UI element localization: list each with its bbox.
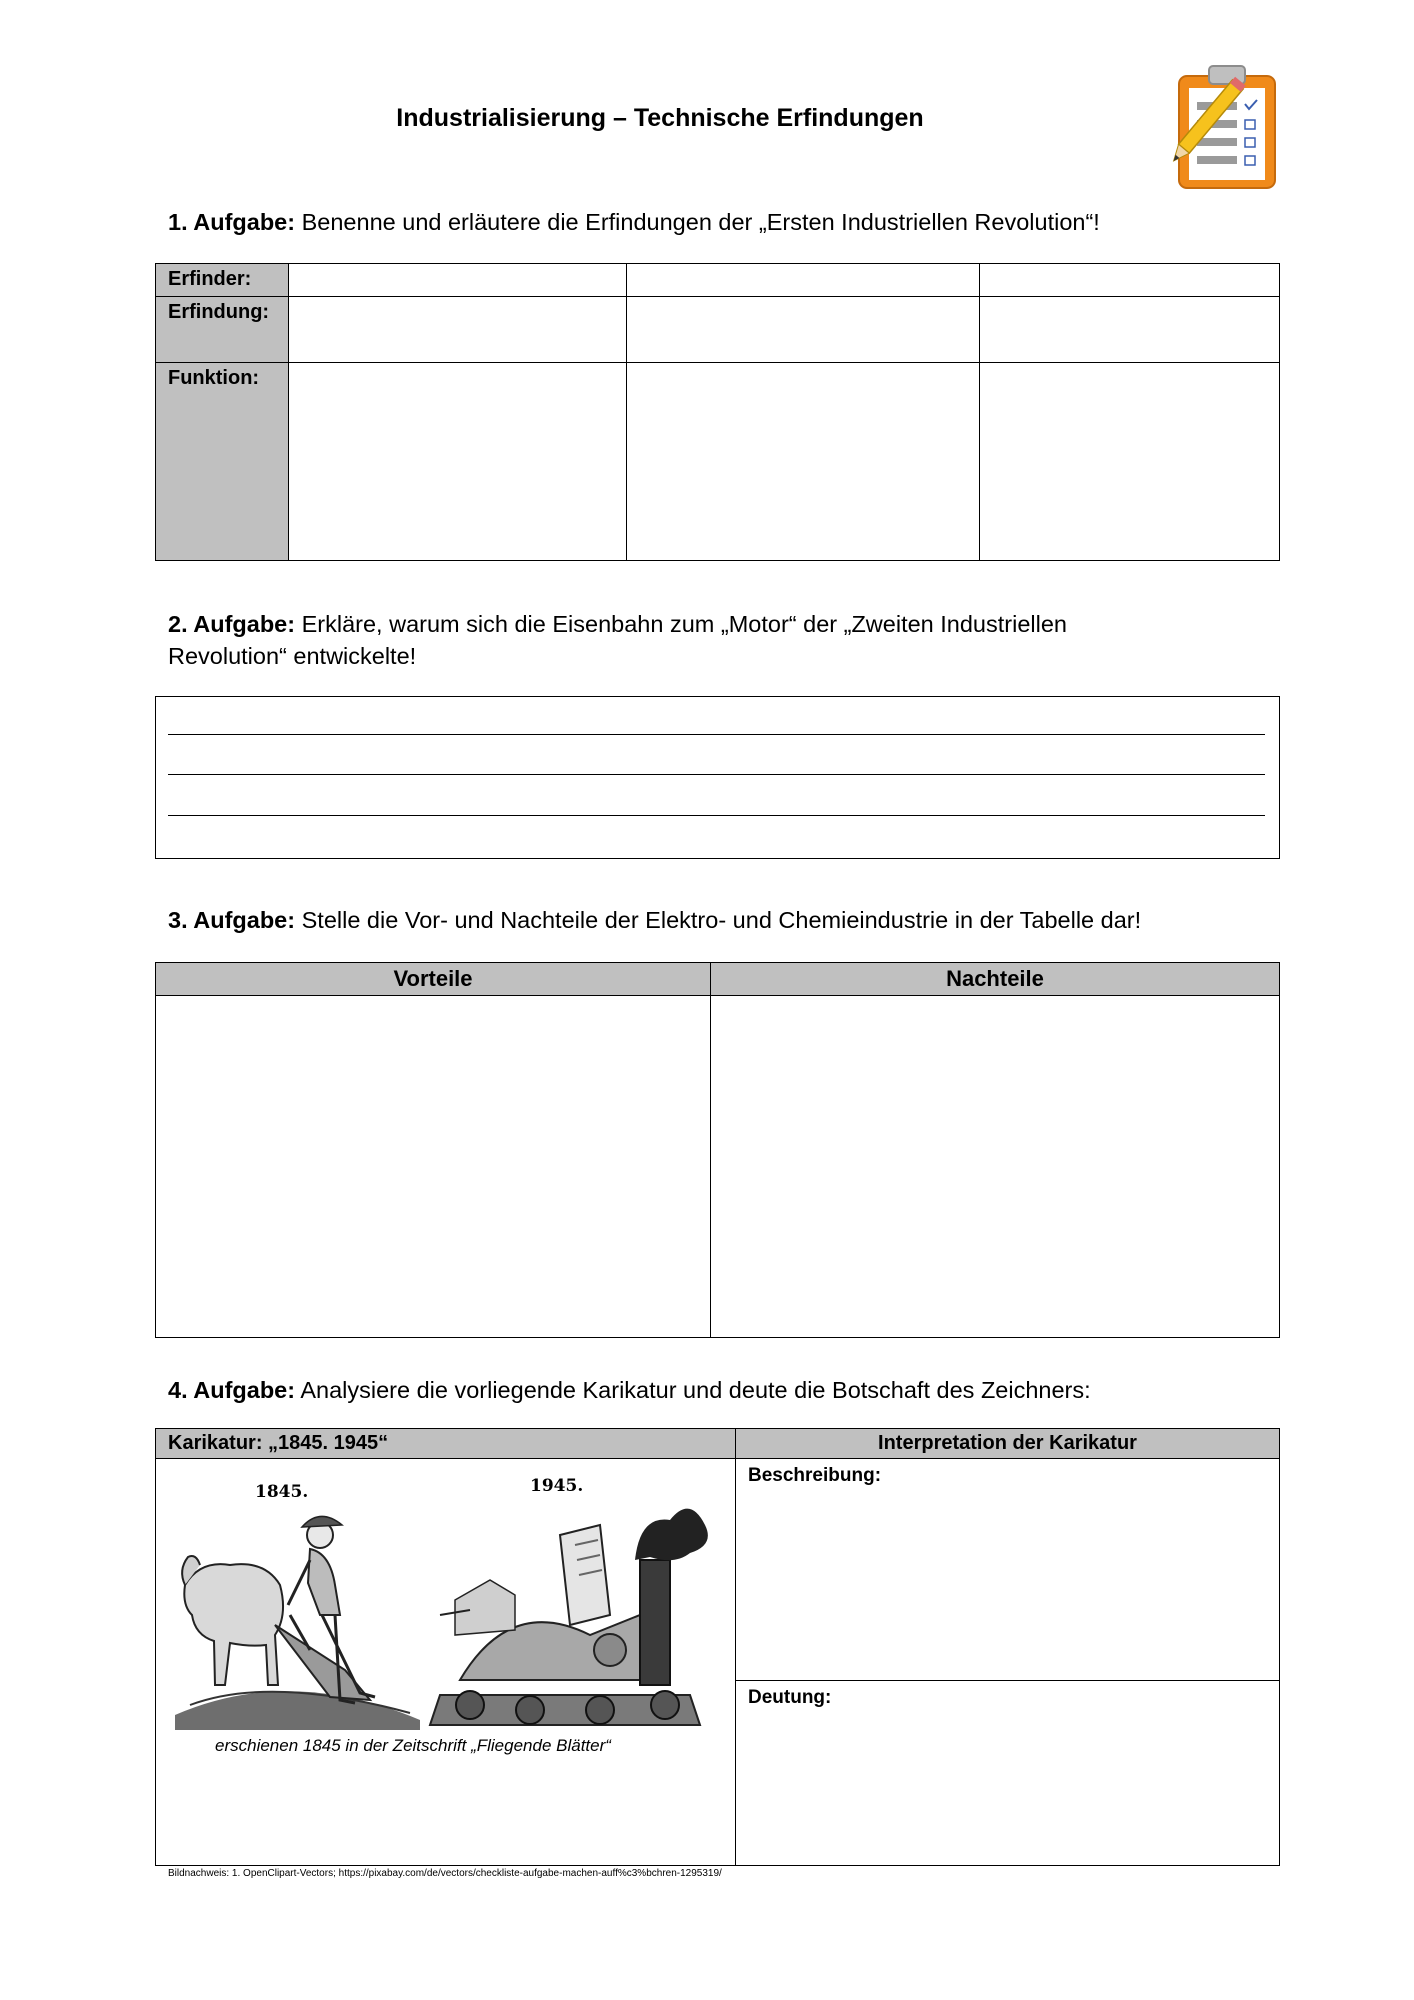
- advantages-cell[interactable]: [156, 996, 711, 1338]
- task-4-heading: [168, 1374, 1288, 1406]
- row-label-function: Funktion:: [156, 363, 289, 561]
- task-2-heading: [168, 608, 1128, 672]
- invention-cell-1[interactable]: [289, 297, 627, 363]
- task-3-prefix: 3. Aufgabe:: [168, 907, 296, 933]
- row-label-inventor: Erfinder:: [156, 264, 289, 297]
- caricature-illustration: [170, 1465, 710, 1730]
- invention-cell-3[interactable]: [980, 297, 1280, 363]
- page-title: Industrialisierung – Technische Erfindungen: [396, 104, 924, 132]
- farmer-plough-scene: [175, 1516, 420, 1730]
- inventor-cell-3[interactable]: [980, 264, 1280, 297]
- inventor-cell-2[interactable]: [627, 264, 980, 297]
- task-3-text: Stelle die Vor- und Nachteile der Elektro- und Chemieindustrie in der Tabelle dar!: [295, 907, 1142, 933]
- header-interpretation: Interpretation der Karikatur: [736, 1429, 1280, 1459]
- interpretation-label: Deutung:: [748, 1687, 832, 1708]
- year-label-1845: 1845.: [255, 1482, 309, 1502]
- inventions-table: [155, 263, 1280, 561]
- invention-cell-2[interactable]: [627, 297, 980, 363]
- image-credit: Bildnachweis: 1. OpenClipart-Vectors; https://pixabay.com/de/vectors/checkliste-aufgabe-machen-auff%c3%bchren-1295319/: [168, 1868, 722, 1879]
- header-advantages: Vorteile: [156, 963, 711, 996]
- pros-cons-table: [155, 962, 1280, 1338]
- description-cell[interactable]: [736, 1459, 1280, 1681]
- task-4-prefix: 4. Aufgabe:: [168, 1377, 296, 1403]
- function-cell-3[interactable]: [980, 363, 1280, 561]
- answer-line: [168, 734, 1265, 735]
- caricature-caption: erschienen 1845 in der Zeitschrift „Fliegende Blätter“: [215, 1736, 611, 1755]
- answer-line: [168, 815, 1265, 816]
- interpretation-cell[interactable]: [736, 1681, 1280, 1866]
- row-label-invention: Erfindung:: [156, 297, 289, 363]
- answer-box-task-2[interactable]: [155, 696, 1280, 859]
- task-3-heading: [168, 904, 1288, 936]
- year-label-1945: 1945.: [530, 1476, 584, 1496]
- inventor-cell-1[interactable]: [289, 264, 627, 297]
- steam-machine-scene: [430, 1509, 708, 1725]
- header-disadvantages: Nachteile: [711, 963, 1280, 996]
- header-caricature: Karikatur: „1845. 1945“: [156, 1429, 736, 1459]
- task-2-prefix: 2. Aufgabe:: [168, 611, 296, 637]
- task-1-prefix: 1. Aufgabe:: [168, 209, 296, 235]
- function-cell-2[interactable]: [627, 363, 980, 561]
- task-2-text: Erkläre, warum sich die Eisenbahn zum „Motor“ der „Zweiten Industriellen Revolution“ entwickelte!: [168, 611, 1067, 669]
- answer-line: [168, 774, 1265, 775]
- task-4-text: Analysiere die vorliegende Karikatur und deute die Botschaft des Zeichners:: [295, 1377, 1091, 1403]
- function-cell-1[interactable]: [289, 363, 627, 561]
- disadvantages-cell[interactable]: [711, 996, 1280, 1338]
- task-1-heading: [168, 206, 1288, 238]
- clipboard-checklist-pencil-icon: [1165, 62, 1285, 192]
- task-1-text: Benenne und erläutere die Erfindungen der „Ersten Industriellen Revolution“!: [295, 209, 1100, 235]
- description-label: Beschreibung:: [748, 1465, 882, 1486]
